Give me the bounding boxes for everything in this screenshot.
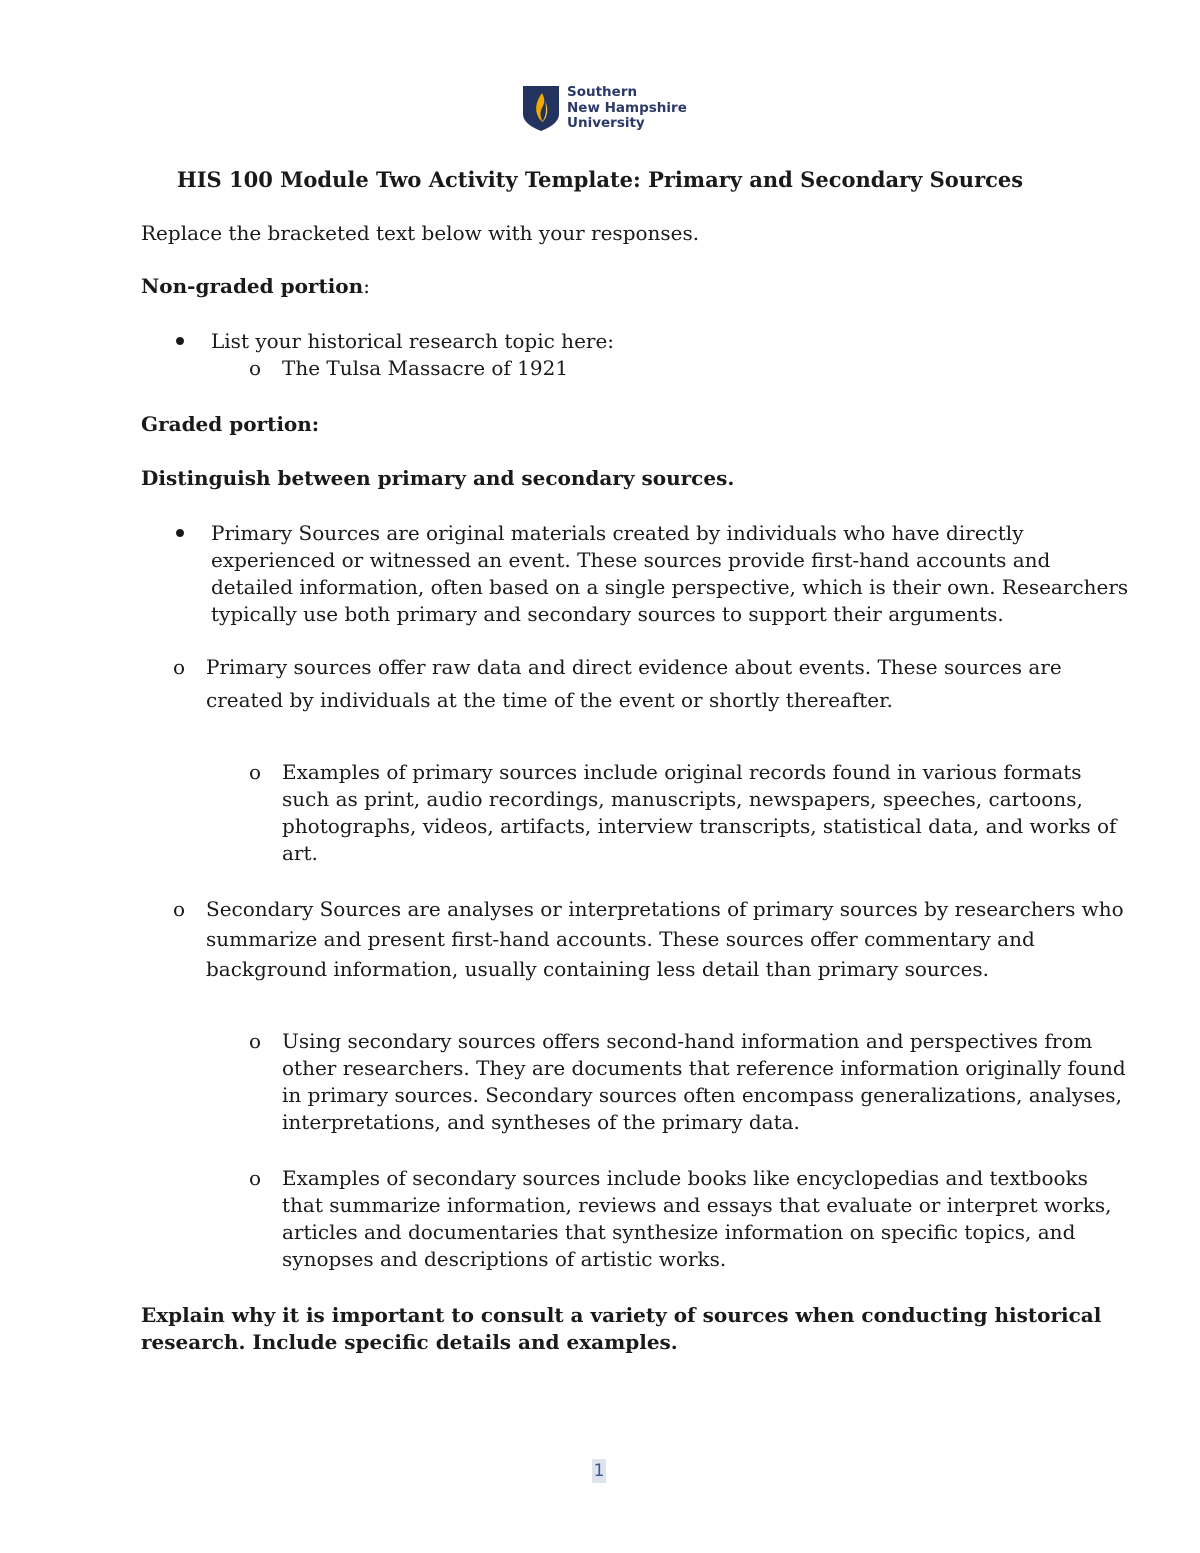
secondary-using-line-1: Using secondary sources offers second-hand information and perspectives from [282, 1029, 1093, 1053]
sub-bullet-icon: o [173, 897, 186, 921]
logo-line-1: Southern [567, 84, 638, 100]
secondary-examples-line-1: Examples of secondary sources include books like encyclopedias and textbooks [282, 1166, 1088, 1190]
primary-line-3: detailed information, often based on a single perspective, which is their own. Researchers [211, 575, 1129, 599]
non-graded-heading-colon: : [363, 274, 370, 298]
logo-wordmark [567, 85, 687, 132]
primary-line-4: typically use both primary and secondary sources to support their arguments. [211, 602, 1004, 626]
secondary-line-3: background information, usually containing less detail than primary sources. [206, 957, 990, 981]
primary-examples-line-3: photographs, videos, artifacts, interview transcripts, statistical data, and works of [282, 814, 1117, 838]
sub-bullet-icon: o [249, 356, 262, 380]
page-number: 1 [593, 1461, 605, 1481]
shield-flame-icon [521, 84, 561, 132]
sub-bullet-icon: o [249, 1166, 262, 1190]
university-logo [521, 84, 691, 132]
primary-line-1: Primary Sources are original materials created by individuals who have directly [211, 521, 1024, 545]
primary-examples-line-4: art. [282, 841, 318, 865]
topic-bullet-text: List your historical research topic here: [211, 329, 615, 353]
sub-bullet-icon: o [173, 655, 186, 679]
secondary-line-2: summarize and present first-hand accounts. These sources offer commentary and [206, 927, 1035, 951]
secondary-using-line-3: in primary sources. Secondary sources often encompass generalizations, analyses, [282, 1083, 1122, 1107]
bullet-dot-icon [176, 529, 184, 537]
secondary-examples-line-4: synopses and descriptions of artistic works. [282, 1247, 727, 1271]
non-graded-heading-label: Non-graded portion [141, 274, 364, 298]
logo-line-3: University [567, 115, 645, 131]
secondary-examples-line-2: that summarize information, reviews and essays that evaluate or interpret works, [282, 1193, 1112, 1217]
intro-text: Replace the bracketed text below with your responses. [141, 221, 700, 245]
sub-bullet-icon: o [249, 1029, 262, 1053]
secondary-using-line-4: interpretations, and syntheses of the primary data. [282, 1110, 800, 1134]
primary-raw-line-2: created by individuals at the time of the event or shortly thereafter. [206, 688, 893, 712]
explain-heading-line-2: research. Include specific details and examples. [141, 1330, 678, 1354]
document-title: HIS 100 Module Two Activity Template: Primary and Secondary Sources [176, 167, 1024, 192]
secondary-examples-line-3: articles and documentaries that synthesize information on specific topics, and [282, 1220, 1076, 1244]
explain-heading-line-1: Explain why it is important to consult a variety of sources when conducting historical [141, 1303, 1102, 1327]
bullet-dot-icon [176, 337, 184, 345]
primary-raw-line-1: Primary sources offer raw data and direct evidence about events. These sources are [206, 655, 1062, 679]
topic-value: The Tulsa Massacre of 1921 [282, 356, 569, 380]
sub-bullet-icon: o [249, 760, 262, 784]
non-graded-heading [141, 273, 370, 300]
primary-examples-line-2: such as print, audio recordings, manuscripts, newspapers, speeches, cartoons, [282, 787, 1083, 811]
primary-examples-line-1: Examples of primary sources include original records found in various formats [282, 760, 1082, 784]
primary-line-2: experienced or witnessed an event. These sources provide first-hand accounts and [211, 548, 1051, 572]
logo-line-2: New Hampshire [567, 99, 687, 116]
secondary-line-1: Secondary Sources are analyses or interpretations of primary sources by researchers who [206, 897, 1124, 921]
distinguish-heading: Distinguish between primary and secondary sources. [141, 466, 735, 490]
secondary-using-line-2: other researchers. They are documents that reference information originally found [282, 1056, 1126, 1080]
graded-heading: Graded portion: [141, 412, 320, 436]
